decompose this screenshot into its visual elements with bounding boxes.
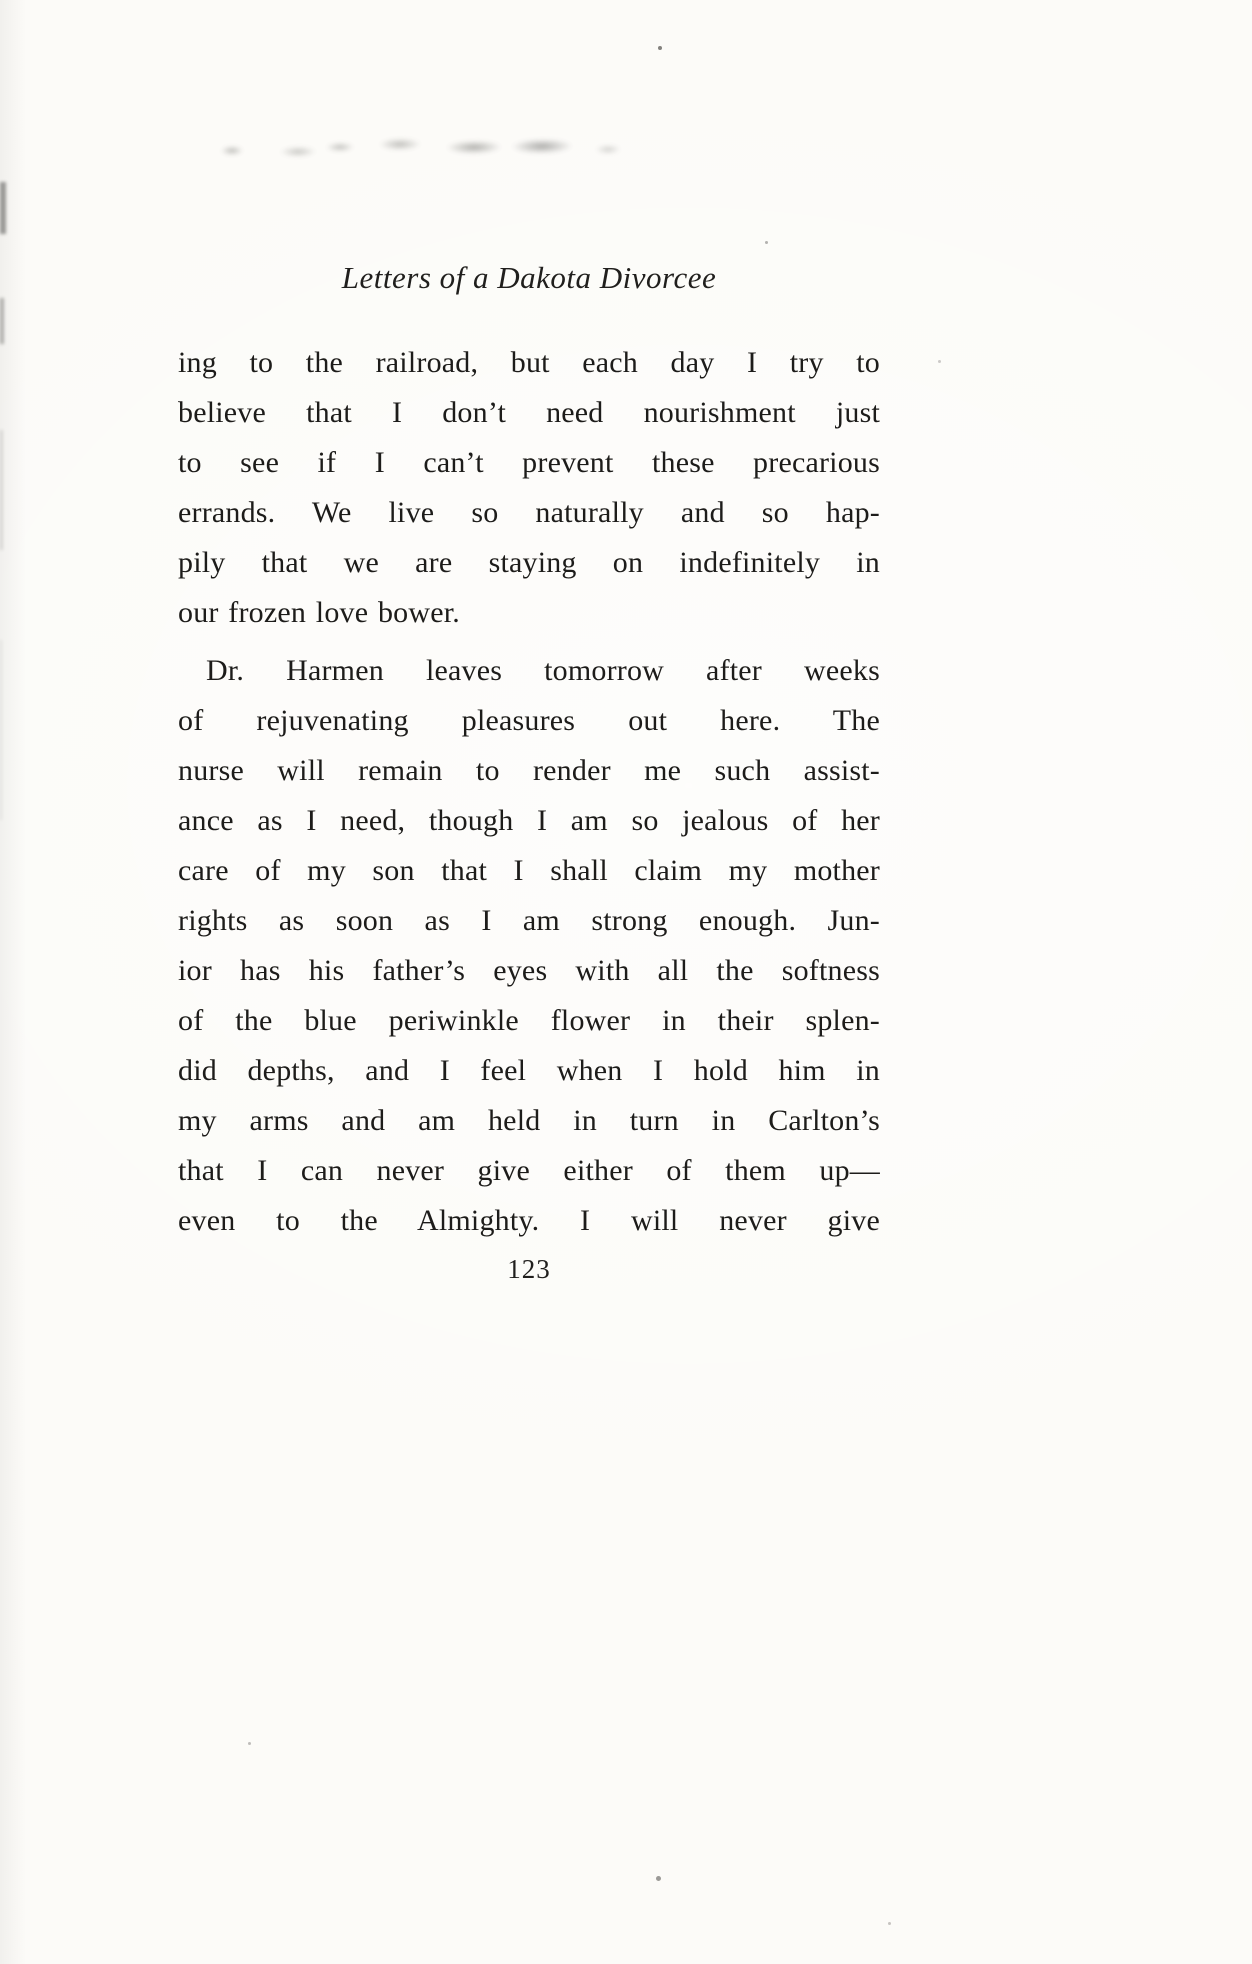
scan-speck [765, 241, 768, 244]
paragraph [178, 646, 880, 1246]
text-line: of rejuvenating pleasures out here. The [178, 704, 880, 737]
text-line: pily that we are staying on indefinitely in [178, 546, 880, 579]
text-line: ance as I need, though I am so jealous of her [178, 804, 880, 837]
running-header: Letters of a Dakota Divorcee [341, 260, 717, 295]
page-edge-artifact [0, 640, 2, 820]
text-line: errands. We live so naturally and so hap- [178, 496, 880, 529]
text-line: rights as soon as I am strong enough. Jun- [178, 904, 880, 937]
page-edge-artifact [0, 182, 6, 234]
text-line: ing to the railroad, but each day I try to [178, 346, 880, 379]
text-line: of the blue periwinkle flower in their splen- [178, 1004, 880, 1037]
text-line: nurse will remain to render me such assist- [178, 754, 880, 787]
scan-speck [888, 1922, 891, 1925]
text-line: ior has his father’s eyes with all the softness [178, 954, 880, 987]
text-line: to see if I can’t prevent these precarious [178, 446, 880, 479]
page-edge-artifact [0, 430, 3, 550]
text-line: believe that I don’t need nourishment just [178, 396, 880, 429]
scan-speck [938, 360, 941, 363]
text-line: even to the Almighty. I will never give [178, 1204, 880, 1237]
scan-speck [656, 1876, 661, 1881]
text-line: that I can never give either of them up— [178, 1154, 880, 1187]
scan-speck [658, 46, 662, 50]
text-line: care of my son that I shall claim my mother [178, 854, 880, 887]
text-line: did depths, and I feel when I hold him in [178, 1054, 880, 1087]
page-edge-artifact [0, 298, 4, 344]
paragraph [178, 338, 880, 638]
page-number: 123 [507, 1254, 551, 1284]
text-line: Dr. Harmen leaves tomorrow after weeks [206, 654, 880, 687]
text-line: my arms and am held in turn in Carlton’s [178, 1104, 880, 1137]
scan-speck [248, 1742, 251, 1745]
body-text [178, 338, 880, 1254]
text-line: our frozen love bower. [178, 596, 460, 629]
scan-smudge-artifact [212, 129, 632, 165]
